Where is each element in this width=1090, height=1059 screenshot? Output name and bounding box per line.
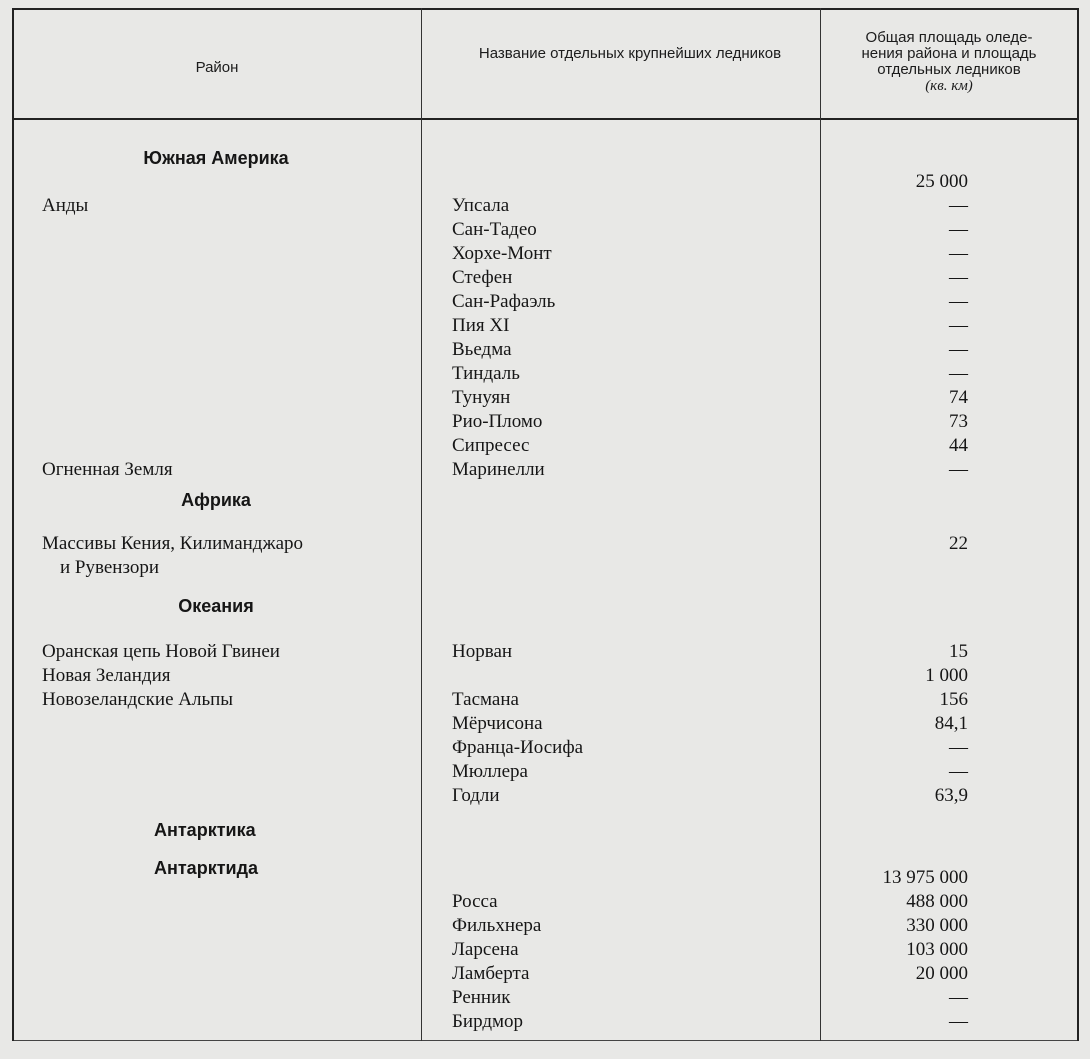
table-row: [0, 962, 1090, 986]
header-glaciers: [470, 46, 790, 62]
table-row: [0, 194, 1090, 218]
glacier-name-cell: Бирдмор: [452, 1011, 524, 1032]
glacier-name-cell: Хорхе-Монт: [452, 243, 552, 264]
region-cell: Новозеландские Альпы: [42, 689, 234, 710]
table-row: [0, 736, 1090, 760]
section-heading: Южная Америка: [143, 148, 289, 168]
area-cell: —: [949, 267, 968, 288]
table-row: [0, 914, 1090, 938]
glacier-name-cell: Мюллера: [452, 761, 528, 782]
table-row: [0, 688, 1090, 712]
table-row: [0, 866, 1090, 890]
header-region-label: Район: [195, 59, 239, 76]
header-area-unit: (кв. км): [925, 78, 973, 94]
glacier-name-cell: Сан-Рафаэль: [452, 291, 556, 312]
glacier-name-cell: Тиндаль: [452, 363, 520, 384]
region-cell: Анды: [42, 195, 89, 216]
area-cell: 103 000: [906, 939, 968, 960]
top-rule: [12, 8, 1078, 10]
area-cell: 13 975 000: [882, 867, 968, 888]
glacier-name-cell: Маринелли: [452, 459, 545, 480]
area-cell: —: [949, 761, 968, 782]
area-cell: 25 000: [915, 171, 968, 192]
header-area-line1: Общая площадь оледе-: [865, 29, 1033, 46]
area-cell: 20 000: [915, 963, 968, 984]
table-row: [0, 712, 1090, 736]
glacier-name-cell: Норван: [452, 641, 513, 662]
area-cell: 330 000: [906, 915, 968, 936]
header-region: [14, 60, 420, 76]
glacier-name-cell: Вьедма: [452, 339, 512, 360]
glacier-name-cell: Тасмана: [452, 689, 519, 710]
glacier-name-cell: Ларсена: [452, 939, 519, 960]
section-heading: Антарктида: [154, 858, 259, 878]
header-area-line2: нения района и площадь: [861, 45, 1037, 62]
table-row: [0, 532, 1090, 556]
area-cell: —: [949, 363, 968, 384]
table-row: [0, 938, 1090, 962]
area-cell: 15: [949, 641, 968, 662]
table-row: [0, 434, 1090, 458]
section-heading-row: [0, 488, 1090, 512]
region-cell: и Рувензори: [60, 557, 160, 578]
region-cell: Новая Зеландия: [42, 665, 171, 686]
glacier-name-cell: Мёрчисона: [452, 713, 543, 734]
area-cell: —: [949, 291, 968, 312]
area-cell: —: [949, 339, 968, 360]
table-row: [0, 170, 1090, 194]
table-row: [0, 760, 1090, 784]
glacier-name-cell: Годли: [452, 785, 500, 806]
area-cell: 22: [949, 533, 968, 554]
bottom-rule: [12, 1040, 1078, 1041]
table-row: [0, 338, 1090, 362]
table-row: [0, 266, 1090, 290]
table-row: [0, 218, 1090, 242]
area-cell: —: [949, 219, 968, 240]
table-row: [0, 664, 1090, 688]
header-area: [822, 30, 1076, 94]
table-row: [0, 556, 1090, 580]
section-heading-row: [0, 146, 1090, 170]
header-area-line3: отдельных ледников: [877, 61, 1021, 78]
table-row: [0, 242, 1090, 266]
glacier-name-cell: Стефен: [452, 267, 513, 288]
table-row: [0, 784, 1090, 808]
table-row: [0, 640, 1090, 664]
section-heading: Океания: [178, 596, 254, 616]
area-cell: 84,1: [934, 713, 968, 734]
glacier-name-cell: Тунуян: [452, 387, 511, 408]
area-cell: 1 000: [925, 665, 968, 686]
table-row: [0, 314, 1090, 338]
glacier-name-cell: Ренник: [452, 987, 511, 1008]
region-cell: Огненная Земля: [42, 459, 173, 480]
table-row: [0, 458, 1090, 482]
area-cell: 63,9: [934, 785, 968, 806]
table-row: [0, 986, 1090, 1010]
header-rule: [12, 118, 1078, 120]
area-cell: 488 000: [906, 891, 968, 912]
glacier-name-cell: Сипресес: [452, 435, 530, 456]
glacier-name-cell: Пия XI: [452, 315, 510, 336]
table-row: [0, 890, 1090, 914]
area-cell: 74: [949, 387, 968, 408]
area-cell: —: [949, 315, 968, 336]
area-cell: —: [949, 987, 968, 1008]
area-cell: 44: [949, 435, 968, 456]
glacier-name-cell: Росса: [452, 891, 498, 912]
glacier-name-cell: Ламберта: [452, 963, 530, 984]
table-row: [0, 290, 1090, 314]
glacier-name-cell: Сан-Тадео: [452, 219, 537, 240]
area-cell: —: [949, 243, 968, 264]
header-glaciers-label: Название отдельных крупнейших ледников: [478, 45, 782, 62]
glacier-name-cell: Упсала: [452, 195, 510, 216]
region-cell: Массивы Кения, Килиманджаро: [42, 533, 304, 554]
table-row: [0, 1010, 1090, 1034]
section-heading-row: [0, 818, 1090, 842]
table-row: [0, 410, 1090, 434]
area-cell: —: [949, 459, 968, 480]
area-cell: —: [949, 1011, 968, 1032]
section-heading: Антарктика: [154, 820, 256, 840]
glacier-name-cell: Франца-Иосифа: [452, 737, 584, 758]
section-heading-row: [0, 594, 1090, 618]
region-cell: Оранская цепь Новой Гвинеи: [42, 641, 280, 662]
area-cell: 156: [939, 689, 968, 710]
table-row: [0, 362, 1090, 386]
glacier-name-cell: Фильхнера: [452, 915, 542, 936]
table-row: [0, 386, 1090, 410]
area-cell: 73: [949, 411, 968, 432]
section-heading: Африка: [181, 490, 251, 510]
area-cell: —: [949, 195, 968, 216]
glacier-name-cell: Рио-Пломо: [452, 411, 543, 432]
area-cell: —: [949, 737, 968, 758]
